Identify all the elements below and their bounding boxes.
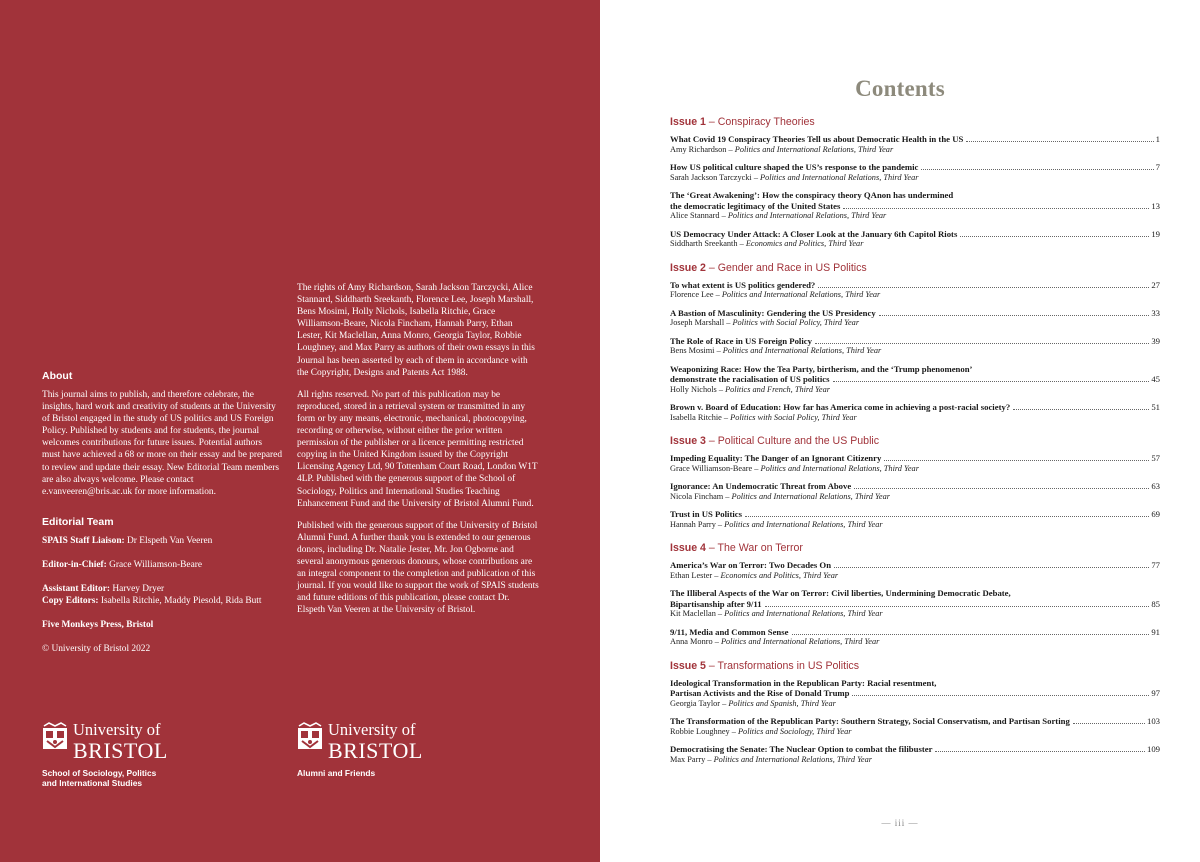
entry-byline: Sarah Jackson Tarczycki – Politics and International Relations, Third Year [670,172,919,182]
leader-dots [921,169,1153,170]
issue-label: Issue [670,116,698,128]
entry-byline: Alice Stannard – Politics and International Relations, Third Year [670,211,887,221]
rights-paragraph-2: All rights reserved. No part of this publication may be reproduced, stored in a retrieval system or transmitted in any form or by any means, electronic, mechanical, photocopying, recording or otherwise, without either the prior written permission of the publisher or a licence permitting restricted copying in the United Kingdom issued by the Copyright Licensing Agency Ltd, 90 Tottenham Court Road, London W1T 4LP. Published with the generous support of the School of Sociology, Politics and International Studies Teaching Enhancement Fund and the University of Bristol Alumni Fund. [297,389,538,509]
toc-entry[interactable] [670,716,1160,737]
entry-page-number: 19 [1151,228,1160,239]
university-logo-alumni [297,722,423,778]
issue-section [670,542,1160,648]
issue-name: – Political Culture and the US Public [705,435,880,448]
rights-column [297,282,539,616]
entry-page-number: 57 [1151,453,1160,464]
entry-page-number: 1 [1155,134,1160,144]
entry-byline: Siddharth Sreekanth – Economics and Politics, Third Year [670,239,864,249]
copy-editors [42,595,282,607]
entry-byline: Max Parry – Politics and International Relations, Third Year [670,754,872,764]
entry-title [670,509,1160,520]
entry-byline: Bens Mosimi – Politics and International Relations, Third Year [670,346,882,356]
leader-dots [1073,723,1145,724]
wordmark-line-1: University of [328,720,416,739]
entry-author: Joseph Marshall [670,318,725,328]
entry-page-number: 69 [1151,509,1160,520]
page-folio: — iii — [881,818,919,828]
table-of-contents [670,116,1160,777]
entry-author: Bens Mosimi [670,346,715,356]
issue-name: – The War on Terror [705,542,803,555]
entry-title [670,190,1160,211]
toc-entry[interactable] [670,627,1160,648]
entry-title-text: The Transformation of the Republican Party: Southern Strategy, Social Conservatism, and Partisan Sorting [670,716,1070,727]
staff-liaison-name: Dr Elspeth Van Veeren [124,535,213,546]
entry-author: Isabella Ritchie [670,412,722,422]
issue-heading [670,660,1160,672]
leader-dots [1013,409,1149,410]
copyright: © University of Bristol 2022 [42,643,151,654]
entry-author: Hannah Parry [670,519,716,529]
rights-paragraph-3: Published with the generous support of the University of Bristol Alumni Fund. A further thank you is extended to our generous donors, including Dr. Natalie Jester, Mr. Jon Ogborne and several anonymous generous donours, whose contributions are an integral component to the completion and publication of this journal. If you would like to support the work of SPAIS students and future editions of this publication, please contact Dr. Elspeth Van Veeren at the University of Bristol. [297,520,539,616]
issue-label: Issue [670,659,698,672]
entry-title [670,308,1160,319]
entry-page-number: 77 [1151,560,1160,571]
entry-affiliation: Politics and International Relations, Third Year [722,346,882,356]
entry-affiliation: Politics and International Relations, Third Year [720,637,880,647]
entry-title [670,627,1160,638]
issue-number: 2 [700,261,706,274]
entry-author: Siddharth Sreekanth [670,239,738,249]
leader-dots [834,567,1149,568]
entry-author: Holly Nichols [670,384,717,394]
entry-affiliation: Politics and International Relations, Third Year [724,609,883,619]
issue-label: Issue [670,261,698,274]
entry-page-number: 63 [1151,481,1160,492]
leader-dots [792,634,1150,635]
entry-affiliation: Politics with Social Policy, Third Year [732,318,860,328]
editor-in-chief-name: Grace Williamson-Beare [106,559,203,570]
leader-dots [966,141,1153,142]
entry-title-text: Partisan Activists and the Rise of Donald Trump [670,688,850,699]
toc-entry[interactable] [670,280,1160,301]
entry-page-number: 7 [1155,162,1160,172]
entry-byline: Holly Nichols – Politics and French, Third Year [670,384,830,394]
leader-dots [765,606,1150,607]
entry-affiliation: Economics and Politics, Third Year [745,239,864,249]
entry-page-number: 13 [1151,200,1160,211]
entry-author: Robbie Loughney [670,726,730,736]
issue-name: – Conspiracy Theories [705,116,815,128]
entry-affiliation: Politics and International Relations, Third Year [731,491,890,501]
issue-section [670,262,1160,424]
entry-title [670,336,1160,347]
toc-entry[interactable] [670,402,1160,423]
leader-dots [935,751,1145,752]
entry-title [670,453,1160,464]
entry-byline: Nicola Fincham – Politics and International Relations, Third Year [670,491,890,501]
toc-entry[interactable] [670,588,1160,620]
wordmark-line-1: University of [73,720,161,739]
entry-author: Florence Lee [670,290,714,300]
leader-dots [854,488,1149,489]
entry-title-line-2 [670,688,1160,699]
entry-title [670,588,1160,609]
leader-dots [879,315,1150,316]
entry-byline: Hannah Parry – Politics and International Relations, Third Year [670,519,883,529]
toc-entry[interactable] [670,229,1160,250]
toc-entry[interactable] [670,678,1160,710]
toc-entry[interactable] [670,190,1160,222]
entry-byline: Joseph Marshall – Politics with Social Policy, Third Year [670,318,860,328]
staff-liaison-label: SPAIS Staff Liaison: [42,535,125,546]
entry-title-text: US Democracy Under Attack: A Closer Look at the January 6th Capitol Riots [670,228,958,239]
issue-name: – Transformations in US Politics [705,659,860,672]
entry-byline: Florence Lee – Politics and International Relations, Third Year [670,290,881,300]
issue-label: Issue [670,542,698,555]
toc-entry[interactable] [670,509,1160,530]
entry-title-text: Democratising the Senate: The Nuclear Option to combat the filibuster [670,744,933,755]
entry-affiliation: Politics and Spanish, Third Year [728,698,836,708]
university-logo-spais [42,722,168,789]
issue-label: Issue [670,435,698,448]
entry-affiliation: Politics and Sociology, Third Year [737,726,852,736]
entry-title-text: the democratic legitimacy of the United States [670,200,841,211]
entry-title [670,560,1160,571]
wordmark-line-2: BRISTOL [328,737,423,763]
copy-editors-names: Isabella Ritchie, Maddy Piesold, Rida Butt [98,595,262,606]
entry-title [670,229,1160,240]
rights-paragraph-1: The rights of Amy Richardson, Sarah Jackson Tarczycki, Alice Stannard, Siddharth Sreekanth, Florence Lee, Joseph Marshall, Bens Mosimi, Holly Nichols, Isabella Ritchie, Grace Williamson-Beare, Nicola Fincham, Hannah Parry, Ethan Lester, Kit Maclellan, Anna Monro, Georgia Taylor, Robbie Loughney, and Max Parry as authors of their own essays in this Journal has been asserted by each of them in accordance with the Copyright, Designs and Patents Act 1988. [297,283,535,378]
entry-title-text: Bipartisanship after 9/11 [670,598,762,609]
entry-affiliation: Economics and Politics, Third Year [720,570,839,580]
entry-page-number: 51 [1151,402,1160,413]
entry-page-number: 39 [1151,335,1160,346]
entry-byline: Amy Richardson – Politics and International Relations, Third Year [670,144,894,154]
issue-heading [670,542,1160,554]
entry-author: Amy Richardson [670,144,727,154]
leader-dots [852,695,1149,696]
entry-page-number: 33 [1151,307,1160,318]
entry-byline: Kit Maclellan – Politics and International Relations, Third Year [670,609,883,619]
entry-title-line-1: Weaponizing Race: How the Tea Party, birtherism, and the ‘Trump phenomenon’ [670,363,973,374]
issue-number: 1 [700,116,706,128]
entry-page-number: 97 [1151,688,1160,699]
copy-editors-label: Copy Editors: [42,595,99,606]
entry-byline: Anna Monro – Politics and International Relations, Third Year [670,637,880,647]
entry-title [670,716,1160,727]
entry-affiliation: Politics with Social Policy, Third Year [730,412,857,422]
issue-heading [670,262,1160,274]
entry-affiliation: Politics and French, Third Year [725,384,830,394]
entry-author: Georgia Taylor [670,698,721,708]
entry-title-line-2 [670,374,1160,385]
entry-title-line-1: Ideological Transformation in the Republican Party: Racial resentment, [670,677,937,688]
leader-dots [745,516,1149,517]
entry-title-text: To what extent is US politics gendered? [670,279,816,290]
entry-title-text: What Covid 19 Conspiracy Theories Tell us about Democratic Health in the US [670,134,964,144]
leader-dots [843,208,1149,209]
issue-section [670,435,1160,530]
entry-byline: Robbie Loughney – Politics and Sociology, Third Year [670,726,852,736]
issue-number: 4 [700,542,706,555]
toc-entry[interactable] [670,453,1160,474]
entry-title-text: A Bastion of Masculinity: Gendering the US Presidency [670,307,876,318]
entry-title [670,134,1160,145]
wordmark-line-2: BRISTOL [73,737,168,763]
press [42,619,282,631]
issue-heading [670,116,1160,128]
issue-number: 3 [700,435,706,448]
entry-author: Nicola Fincham [670,491,724,501]
leader-dots [818,287,1149,288]
leader-dots [960,236,1149,237]
toc-entry[interactable] [670,336,1160,357]
entry-author: Alice Stannard [670,211,720,221]
logo-subtitle-2: and International Studies [42,778,143,788]
contents-title: Contents [855,76,945,101]
entry-title-text: Impeding Equality: The Danger of an Ignorant Citizenry [670,453,882,464]
toc-entry[interactable] [670,744,1160,765]
entry-byline: Georgia Taylor – Politics and Spanish, Third Year [670,698,836,708]
entry-page-number: 109 [1146,744,1160,755]
entry-affiliation: Politics and International Relations, Third Year [727,211,887,221]
entry-author: Max Parry [670,754,706,764]
entry-affiliation: Politics and International Relations, Third Year [734,144,894,154]
assistant-editor-name: Harvey Dryer [109,583,165,594]
entry-title-line-2 [670,599,1160,610]
logo-subtitle-alumni: Alumni and Friends [297,767,376,778]
toc-entry[interactable] [670,481,1160,502]
entry-title [670,364,1160,385]
issue-name: – Gender and Race in US Politics [705,261,867,274]
leader-dots [884,460,1149,461]
editor-in-chief [42,559,282,571]
entry-title [670,481,1160,492]
entry-page-number: 103 [1146,716,1160,727]
entry-title [670,678,1160,699]
editor-in-chief-label: Editor-in-Chief: [42,559,107,570]
entry-author: Grace Williamson-Beare [670,463,753,473]
staff-liaison [42,535,282,547]
entry-title-line-2 [670,201,1160,212]
editorial-team-heading: Editorial Team [42,515,114,528]
entry-page-number: 91 [1151,626,1160,637]
entry-title-text: Ignorance: An Undemocratic Threat from Above [670,481,852,492]
entry-page-number: 85 [1151,598,1160,609]
entry-page-number: 27 [1151,279,1160,290]
about-heading: About [42,370,73,382]
entry-byline: Isabella Ritchie – Politics with Social Policy, Third Year [670,412,857,422]
entry-author: Sarah Jackson Tarczycki [670,172,752,182]
assistant-editor [42,583,282,595]
entry-title [670,402,1160,413]
entry-byline: Ethan Lester – Economics and Politics, Third Year [670,570,839,580]
university-crest-icon [297,722,323,750]
entry-title-text: How US political culture shaped the US’s response to the pandemic [670,162,919,172]
entry-title-text: demonstrate the racialisation of US politics [670,374,830,385]
leader-dots [833,381,1150,382]
entry-affiliation: Politics and International Relations, Third Year [724,519,883,529]
leader-dots [815,343,1149,344]
entry-author: Anna Monro [670,637,713,647]
right-page [600,0,1200,862]
logo-subtitle-1: School of Sociology, Politics [42,767,157,778]
toc-entry[interactable] [670,364,1160,396]
entry-title-text: 9/11, Media and Common Sense [670,626,789,637]
about-text: This journal aims to publish, and therefore celebrate, the insights, hard work and creativity of students at the University of Bristol engaged in the study of US politics and US Foreign Policy. Published by students and for students, the journal welcomes contributions for future issues. Potential authors must have achieved a 68 or more on their essay and be prepared to review and update their essay. New Editorial Team members are also always welcome. Please contact e.vanveeren@bris.ac.uk for more information. [42,390,283,497]
entry-title-line-1: The Illiberal Aspects of the War on Terror: Civil liberties, Undermining Democratic Debate, [670,588,1011,599]
entry-title [670,280,1160,291]
issue-section [670,660,1160,766]
entry-byline: Grace Williamson-Beare – Politics and International Relations, Third Year [670,463,919,473]
issue-section [670,116,1160,250]
university-crest-icon [42,722,68,750]
toc-entry[interactable] [670,560,1160,581]
assistant-editor-label: Assistant Editor: [42,583,110,594]
entry-affiliation: Politics and International Relations, Third Year [760,463,919,473]
entry-affiliation: Politics and International Relations, Third Year [713,754,872,764]
entry-title-text: America’s War on Terror: Two Decades On [670,560,832,571]
entry-affiliation: Politics and International Relations, Third Year [721,290,881,300]
entry-title [670,162,1160,173]
entry-author: Kit Maclellan [670,609,716,619]
entry-title-text: The Role of Race in US Foreign Policy [670,335,812,346]
entry-title-text: Brown v. Board of Education: How far has America come in achieving a post-racial society? [670,402,1011,413]
toc-entry[interactable] [670,308,1160,329]
entry-author: Ethan Lester [670,570,713,580]
issue-number: 5 [700,659,706,672]
entry-title-line-1: The ‘Great Awakening’: How the conspiracy theory QAnon has undermined [670,190,954,200]
toc-entry[interactable] [670,162,1160,183]
about-column [42,370,282,655]
press-name: Five Monkeys Press, Bristol [42,619,154,630]
issue-heading [670,435,1160,447]
toc-entry[interactable] [670,134,1160,155]
entry-affiliation: Politics and International Relations, Third Year [760,172,919,182]
entry-title-text: Trust in US Politics [670,509,742,520]
entry-title [670,744,1160,755]
entry-page-number: 45 [1151,374,1160,385]
